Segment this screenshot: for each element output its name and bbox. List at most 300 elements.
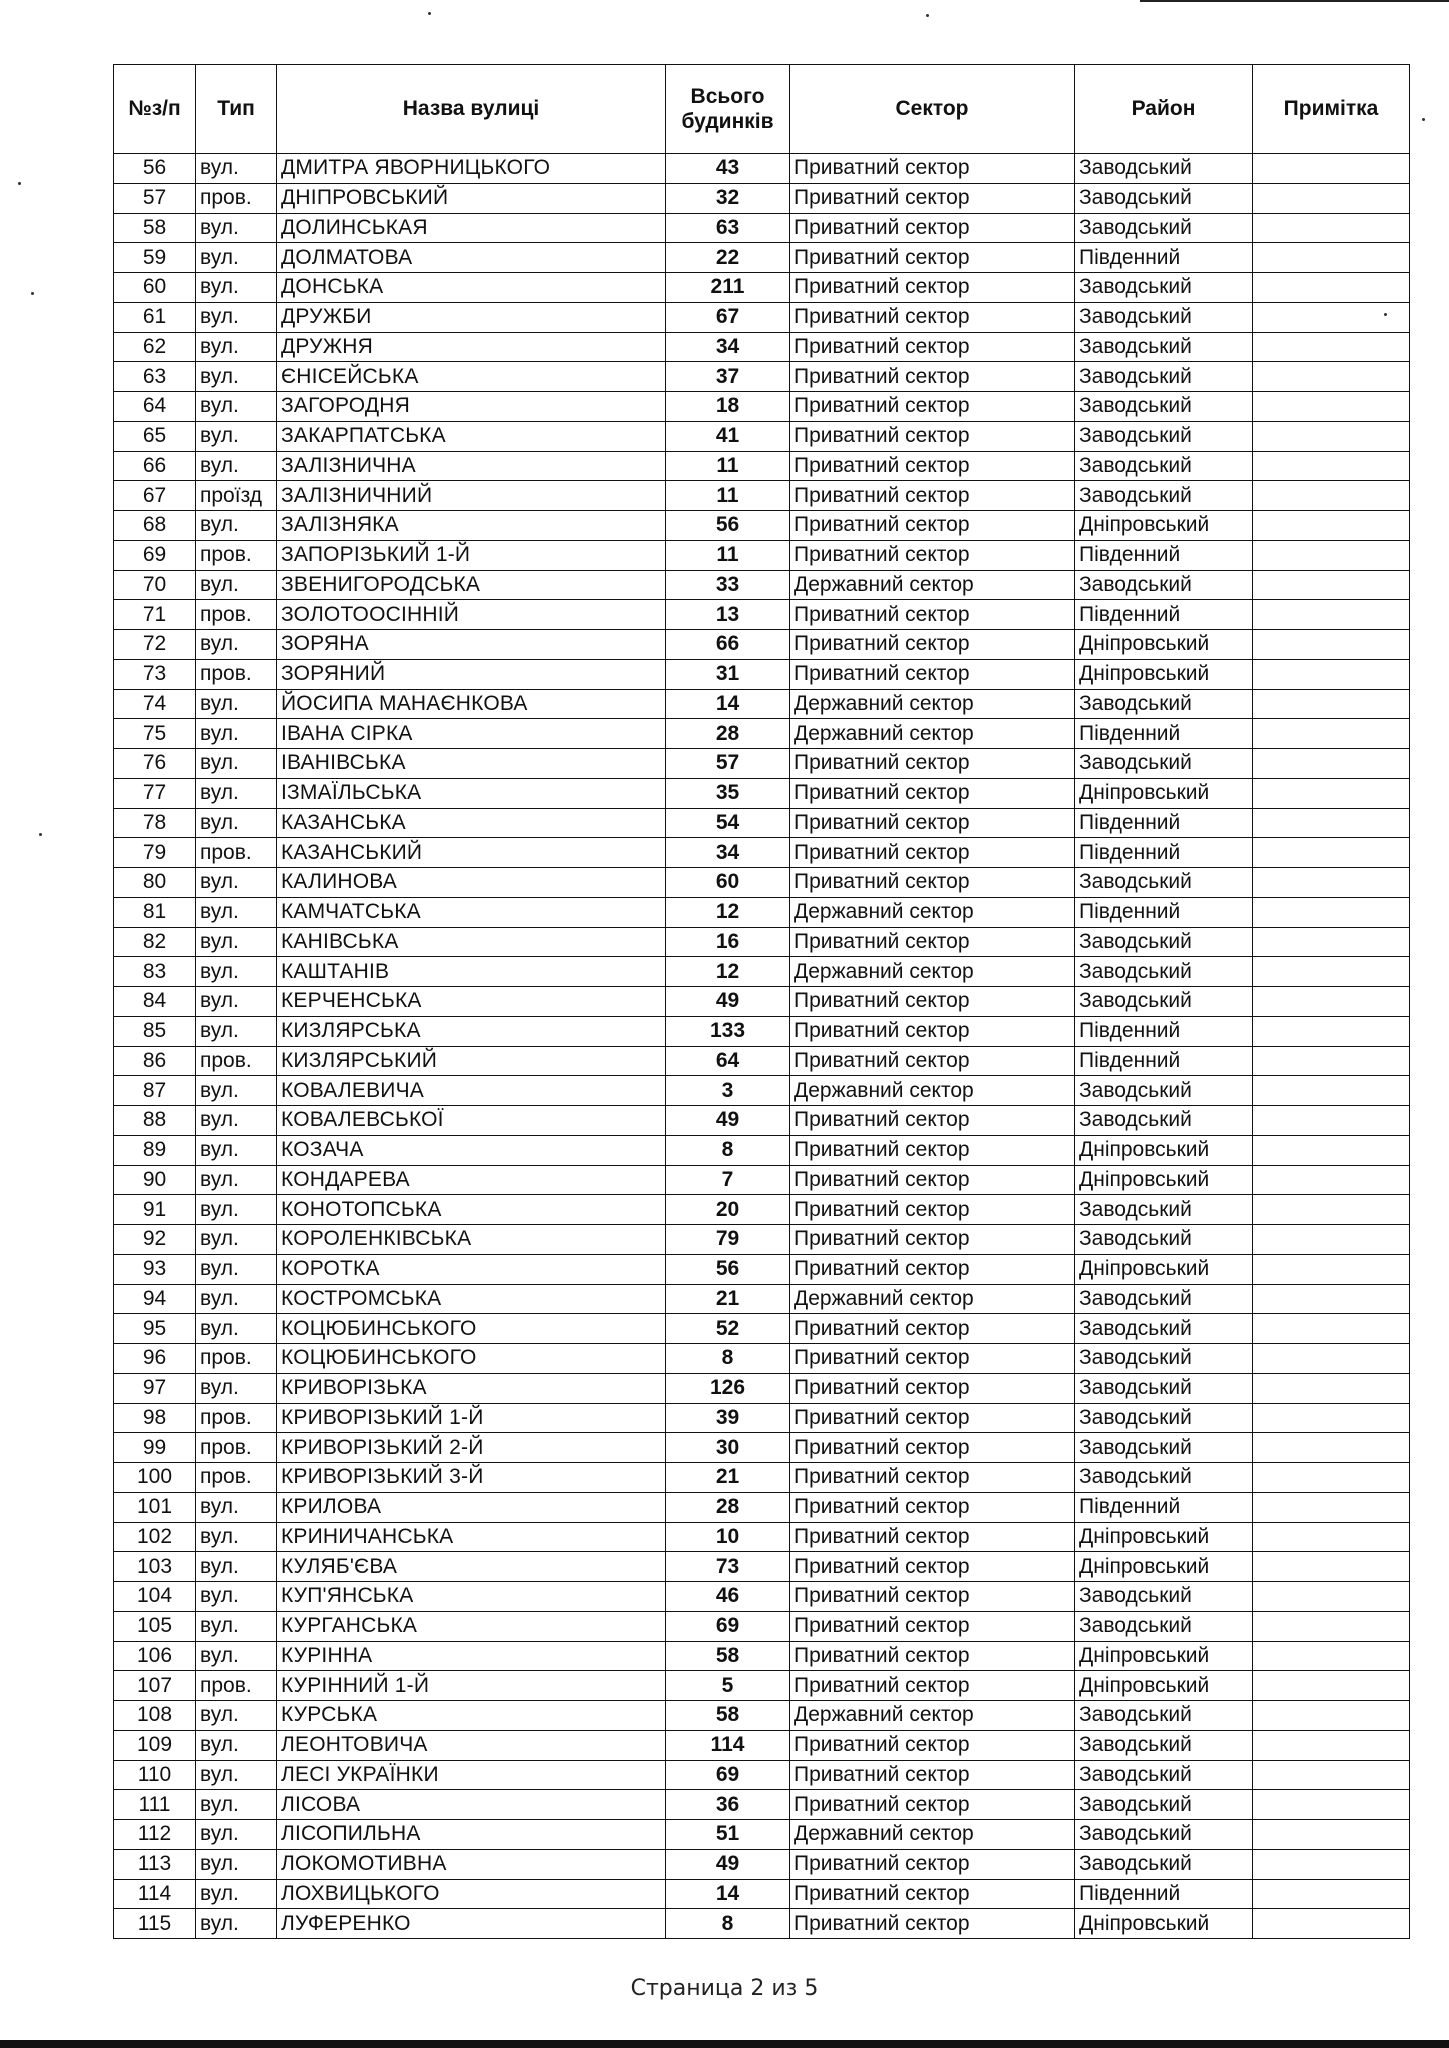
district-cell: Дніпровський [1075,1552,1253,1582]
note-cell [1253,1909,1410,1939]
row-number: 95 [114,1314,196,1344]
row-number: 75 [114,719,196,749]
street-name: ДОЛМАТОВА [277,243,666,273]
building-count: 56 [666,511,790,541]
street-name: ЗАПОРІЗЬКИЙ 1-Й [277,540,666,570]
note-cell [1253,689,1410,719]
note-cell [1253,808,1410,838]
row-number: 71 [114,600,196,630]
street-type: вул. [196,689,277,719]
note-cell [1253,1701,1410,1731]
district-cell: Заводський [1075,927,1253,957]
table-row [114,1314,1410,1344]
district-cell: Заводський [1075,213,1253,243]
table-row [114,1671,1410,1701]
street-name: ЗОЛОТООСІННІЙ [277,600,666,630]
street-type: проїзд [196,481,277,511]
street-type: вул. [196,273,277,303]
district-cell: Заводський [1075,1195,1253,1225]
sector-cell: Приватний сектор [790,1373,1075,1403]
row-number: 94 [114,1284,196,1314]
street-type: вул. [196,511,277,541]
table-row [114,1016,1410,1046]
district-cell: Дніпровський [1075,630,1253,660]
row-number: 107 [114,1671,196,1701]
building-count: 32 [666,183,790,213]
district-cell: Дніпровський [1075,1641,1253,1671]
street-type: пров. [196,1403,277,1433]
scan-edge-bottom [0,2040,1449,2048]
street-type: пров. [196,1671,277,1701]
row-number: 98 [114,1403,196,1433]
district-cell: Південний [1075,1492,1253,1522]
street-type: вул. [196,1849,277,1879]
note-cell [1253,1463,1410,1493]
row-number: 97 [114,1373,196,1403]
note-cell [1253,392,1410,422]
header-type: Тип [196,65,277,154]
row-number: 111 [114,1790,196,1820]
street-name: ЛУФЕРЕНКО [277,1909,666,1939]
row-number: 102 [114,1522,196,1552]
street-type: вул. [196,1165,277,1195]
district-cell: Заводський [1075,1076,1253,1106]
street-name: КИЗЛЯРСЬКА [277,1016,666,1046]
note-cell [1253,1314,1410,1344]
street-type: вул. [196,1225,277,1255]
street-type: пров. [196,540,277,570]
street-name: КЕРЧЕНСЬКА [277,987,666,1017]
district-cell: Південний [1075,838,1253,868]
district-cell: Заводський [1075,362,1253,392]
table-row [114,1760,1410,1790]
sector-cell: Приватний сектор [790,1582,1075,1612]
district-cell: Заводський [1075,1106,1253,1136]
note-cell [1253,1284,1410,1314]
building-count: 12 [666,897,790,927]
street-name: КАЗАНСЬКА [277,808,666,838]
note-cell [1253,659,1410,689]
row-number: 63 [114,362,196,392]
street-name: ЛОХВИЦЬКОГО [277,1879,666,1909]
table-row [114,1820,1410,1850]
note-cell [1253,332,1410,362]
row-number: 78 [114,808,196,838]
note-cell [1253,1820,1410,1850]
building-count: 63 [666,213,790,243]
building-count: 51 [666,1820,790,1850]
building-count: 21 [666,1284,790,1314]
note-cell [1253,1492,1410,1522]
street-name: ДРУЖБИ [277,302,666,332]
table-row [114,1730,1410,1760]
row-number: 64 [114,392,196,422]
note-cell [1253,481,1410,511]
table-row [114,1225,1410,1255]
district-cell: Заводський [1075,1790,1253,1820]
street-type: вул. [196,1582,277,1612]
table-row [114,1046,1410,1076]
street-type: вул. [196,243,277,273]
note-cell [1253,1433,1410,1463]
table-row [114,808,1410,838]
street-name: КОРОТКА [277,1254,666,1284]
district-cell: Заводський [1075,868,1253,898]
row-number: 57 [114,183,196,213]
sector-cell: Приватний сектор [790,273,1075,303]
district-cell: Дніпровський [1075,1671,1253,1701]
sector-cell: Державний сектор [790,570,1075,600]
street-type: вул. [196,1373,277,1403]
note-cell [1253,1552,1410,1582]
district-cell: Заводський [1075,392,1253,422]
building-count: 36 [666,1790,790,1820]
street-type: пров. [196,1463,277,1493]
sector-cell: Приватний сектор [790,1344,1075,1374]
district-cell: Заводський [1075,451,1253,481]
row-number: 80 [114,868,196,898]
street-name: КОЦЮБИНСЬКОГО [277,1344,666,1374]
table-row [114,1701,1410,1731]
street-type: пров. [196,838,277,868]
table-row [114,927,1410,957]
street-name: КРИВОРІЗЬКИЙ 2-Й [277,1433,666,1463]
building-count: 30 [666,1433,790,1463]
building-count: 11 [666,481,790,511]
table-row [114,630,1410,660]
district-cell: Заводський [1075,1760,1253,1790]
street-name: ЛЕОНТОВИЧА [277,1730,666,1760]
row-number: 61 [114,302,196,332]
table-row [114,451,1410,481]
table-row [114,570,1410,600]
note-cell [1253,1076,1410,1106]
header-district: Район [1075,65,1253,154]
scan-speck [39,833,42,836]
sector-cell: Приватний сектор [790,1225,1075,1255]
sector-cell: Приватний сектор [790,332,1075,362]
district-cell: Заводський [1075,1820,1253,1850]
note-cell [1253,273,1410,303]
table-row [114,868,1410,898]
district-cell: Заводський [1075,987,1253,1017]
scan-speck [1422,118,1425,121]
row-number: 108 [114,1701,196,1731]
building-count: 20 [666,1195,790,1225]
street-name: ЛЕСІ УКРАЇНКИ [277,1760,666,1790]
building-count: 54 [666,808,790,838]
table-row [114,1076,1410,1106]
street-type: вул. [196,808,277,838]
street-name: КОВАЛЕВИЧА [277,1076,666,1106]
building-count: 41 [666,421,790,451]
street-name: КУРГАНСЬКА [277,1611,666,1641]
building-count: 49 [666,1849,790,1879]
district-cell: Південний [1075,600,1253,630]
table-row [114,273,1410,303]
street-name: ДРУЖНЯ [277,332,666,362]
building-count: 28 [666,719,790,749]
sector-cell: Приватний сектор [790,451,1075,481]
sector-cell: Приватний сектор [790,154,1075,184]
building-count: 64 [666,1046,790,1076]
street-type: вул. [196,1284,277,1314]
sector-cell: Приватний сектор [790,481,1075,511]
table-row [114,1373,1410,1403]
note-cell [1253,511,1410,541]
table-row [114,511,1410,541]
row-number: 79 [114,838,196,868]
street-type: вул. [196,570,277,600]
row-number: 109 [114,1730,196,1760]
note-cell [1253,1671,1410,1701]
district-cell: Заводський [1075,302,1253,332]
sector-cell: Приватний сектор [790,1790,1075,1820]
district-cell: Дніпровський [1075,659,1253,689]
note-cell [1253,421,1410,451]
row-number: 87 [114,1076,196,1106]
building-count: 49 [666,987,790,1017]
sector-cell: Приватний сектор [790,1730,1075,1760]
header-street: Назва вулиці [277,65,666,154]
building-count: 22 [666,243,790,273]
building-count: 28 [666,1492,790,1522]
district-cell: Заводський [1075,183,1253,213]
row-number: 101 [114,1492,196,1522]
table-row [114,1909,1410,1939]
sector-cell: Приватний сектор [790,1016,1075,1046]
sector-cell: Приватний сектор [790,302,1075,332]
street-type: вул. [196,213,277,243]
street-type: вул. [196,1076,277,1106]
header-note: Примітка [1253,65,1410,154]
sector-cell: Державний сектор [790,1820,1075,1850]
building-count: 60 [666,868,790,898]
building-count: 14 [666,1879,790,1909]
building-count: 8 [666,1909,790,1939]
note-cell [1253,778,1410,808]
sector-cell: Приватний сектор [790,1314,1075,1344]
sector-cell: Приватний сектор [790,1254,1075,1284]
sector-cell: Державний сектор [790,897,1075,927]
table-row [114,213,1410,243]
page-number: Страница 2 из 5 [630,1976,819,2001]
row-number: 77 [114,778,196,808]
table-row [114,957,1410,987]
building-count: 46 [666,1582,790,1612]
table-row [114,362,1410,392]
table-header [114,65,1410,154]
district-cell: Заводський [1075,1849,1253,1879]
header-sector: Сектор [790,65,1075,154]
street-name: КИЗЛЯРСЬКИЙ [277,1046,666,1076]
row-number: 84 [114,987,196,1017]
street-type: вул. [196,1552,277,1582]
row-number: 88 [114,1106,196,1136]
street-type: вул. [196,332,277,362]
row-number: 82 [114,927,196,957]
street-type: вул. [196,1760,277,1790]
street-name: ЗАЛІЗНИЧНА [277,451,666,481]
district-cell: Заводський [1075,421,1253,451]
building-count: 14 [666,689,790,719]
row-number: 90 [114,1165,196,1195]
street-name: ЗВЕНИГОРОДСЬКА [277,570,666,600]
note-cell [1253,1046,1410,1076]
street-name: ІВАНА СІРКА [277,719,666,749]
street-name: КРИВОРІЗЬКИЙ 1-Й [277,1403,666,1433]
street-type: вул. [196,1611,277,1641]
sector-cell: Приватний сектор [790,1492,1075,1522]
note-cell [1253,1849,1410,1879]
sector-cell: Приватний сектор [790,1522,1075,1552]
street-type: вул. [196,154,277,184]
street-name: КОЗАЧА [277,1135,666,1165]
street-name: ІВАНІВСЬКА [277,749,666,779]
sector-cell: Приватний сектор [790,1135,1075,1165]
note-cell [1253,749,1410,779]
row-number: 59 [114,243,196,273]
table-row [114,778,1410,808]
district-cell: Заводський [1075,1403,1253,1433]
street-name: КРИНИЧАНСЬКА [277,1522,666,1552]
street-name: КРИВОРІЗЬКИЙ 3-Й [277,1463,666,1493]
district-cell: Заводський [1075,689,1253,719]
district-cell: Заводський [1075,481,1253,511]
building-count: 18 [666,392,790,422]
table-row [114,1879,1410,1909]
note-cell [1253,600,1410,630]
table-row [114,392,1410,422]
street-type: вул. [196,868,277,898]
table-row [114,838,1410,868]
table-row [114,1582,1410,1612]
street-type: вул. [196,1135,277,1165]
street-type: вул. [196,778,277,808]
note-cell [1253,630,1410,660]
building-count: 67 [666,302,790,332]
note-cell [1253,1879,1410,1909]
district-cell: Заводський [1075,1225,1253,1255]
street-name: КОЦЮБИНСЬКОГО [277,1314,666,1344]
street-type: пров. [196,1344,277,1374]
street-type: вул. [196,451,277,481]
street-type: вул. [196,957,277,987]
note-cell [1253,897,1410,927]
table-row [114,1522,1410,1552]
table-row [114,421,1410,451]
note-cell [1253,1641,1410,1671]
district-cell: Заводський [1075,1463,1253,1493]
sector-cell: Приватний сектор [790,213,1075,243]
note-cell [1253,1106,1410,1136]
scan-speck [926,14,929,17]
sector-cell: Приватний сектор [790,511,1075,541]
row-number: 65 [114,421,196,451]
building-count: 69 [666,1760,790,1790]
note-cell [1253,838,1410,868]
street-type: пров. [196,600,277,630]
sector-cell: Приватний сектор [790,392,1075,422]
row-number: 106 [114,1641,196,1671]
note-cell [1253,1195,1410,1225]
table-row [114,1790,1410,1820]
street-name: КРИЛОВА [277,1492,666,1522]
street-name: КОНОТОПСЬКА [277,1195,666,1225]
street-type: вул. [196,719,277,749]
street-name: ЗАКАРПАТСЬКА [277,421,666,451]
table-row [114,332,1410,362]
row-number: 73 [114,659,196,689]
scan-speck [18,182,21,185]
street-type: пров. [196,1046,277,1076]
note-cell [1253,213,1410,243]
scan-edge-top [1140,0,1449,2]
street-name: ЗОРЯНА [277,630,666,660]
street-type: вул. [196,897,277,927]
sector-cell: Приватний сектор [790,183,1075,213]
sector-cell: Приватний сектор [790,362,1075,392]
note-cell [1253,1760,1410,1790]
street-name: ЗОРЯНИЙ [277,659,666,689]
street-name: ДМИТРА ЯВОРНИЦЬКОГО [277,154,666,184]
building-count: 58 [666,1641,790,1671]
district-cell: Заводський [1075,1344,1253,1374]
street-type: вул. [196,1314,277,1344]
note-cell [1253,1582,1410,1612]
street-name: ДОНСЬКА [277,273,666,303]
note-cell [1253,451,1410,481]
building-count: 8 [666,1135,790,1165]
table-row [114,897,1410,927]
row-number: 112 [114,1820,196,1850]
note-cell [1253,927,1410,957]
district-cell: Заводський [1075,749,1253,779]
street-name: ЗАЛІЗНИЧНИЙ [277,481,666,511]
street-name: КУРІННА [277,1641,666,1671]
table-body [114,154,1410,1939]
table-row [114,1849,1410,1879]
building-count: 69 [666,1611,790,1641]
building-count: 35 [666,778,790,808]
row-number: 89 [114,1135,196,1165]
building-count: 43 [666,154,790,184]
row-number: 58 [114,213,196,243]
building-count: 52 [666,1314,790,1344]
sector-cell: Приватний сектор [790,778,1075,808]
street-type: вул. [196,1492,277,1522]
table-row [114,183,1410,213]
street-type: вул. [196,1790,277,1820]
row-number: 68 [114,511,196,541]
building-count: 3 [666,1076,790,1106]
note-cell [1253,1730,1410,1760]
table-row [114,243,1410,273]
street-name: ЙОСИПА МАНАЄНКОВА [277,689,666,719]
building-count: 8 [666,1344,790,1374]
district-cell: Південний [1075,540,1253,570]
row-number: 115 [114,1909,196,1939]
street-name: КАЛИНОВА [277,868,666,898]
building-count: 79 [666,1225,790,1255]
street-name: ЗАЛІЗНЯКА [277,511,666,541]
sector-cell: Приватний сектор [790,1641,1075,1671]
building-count: 133 [666,1016,790,1046]
sector-cell: Приватний сектор [790,421,1075,451]
row-number: 56 [114,154,196,184]
sector-cell: Приватний сектор [790,1106,1075,1136]
street-name: ЛІСОВА [277,1790,666,1820]
